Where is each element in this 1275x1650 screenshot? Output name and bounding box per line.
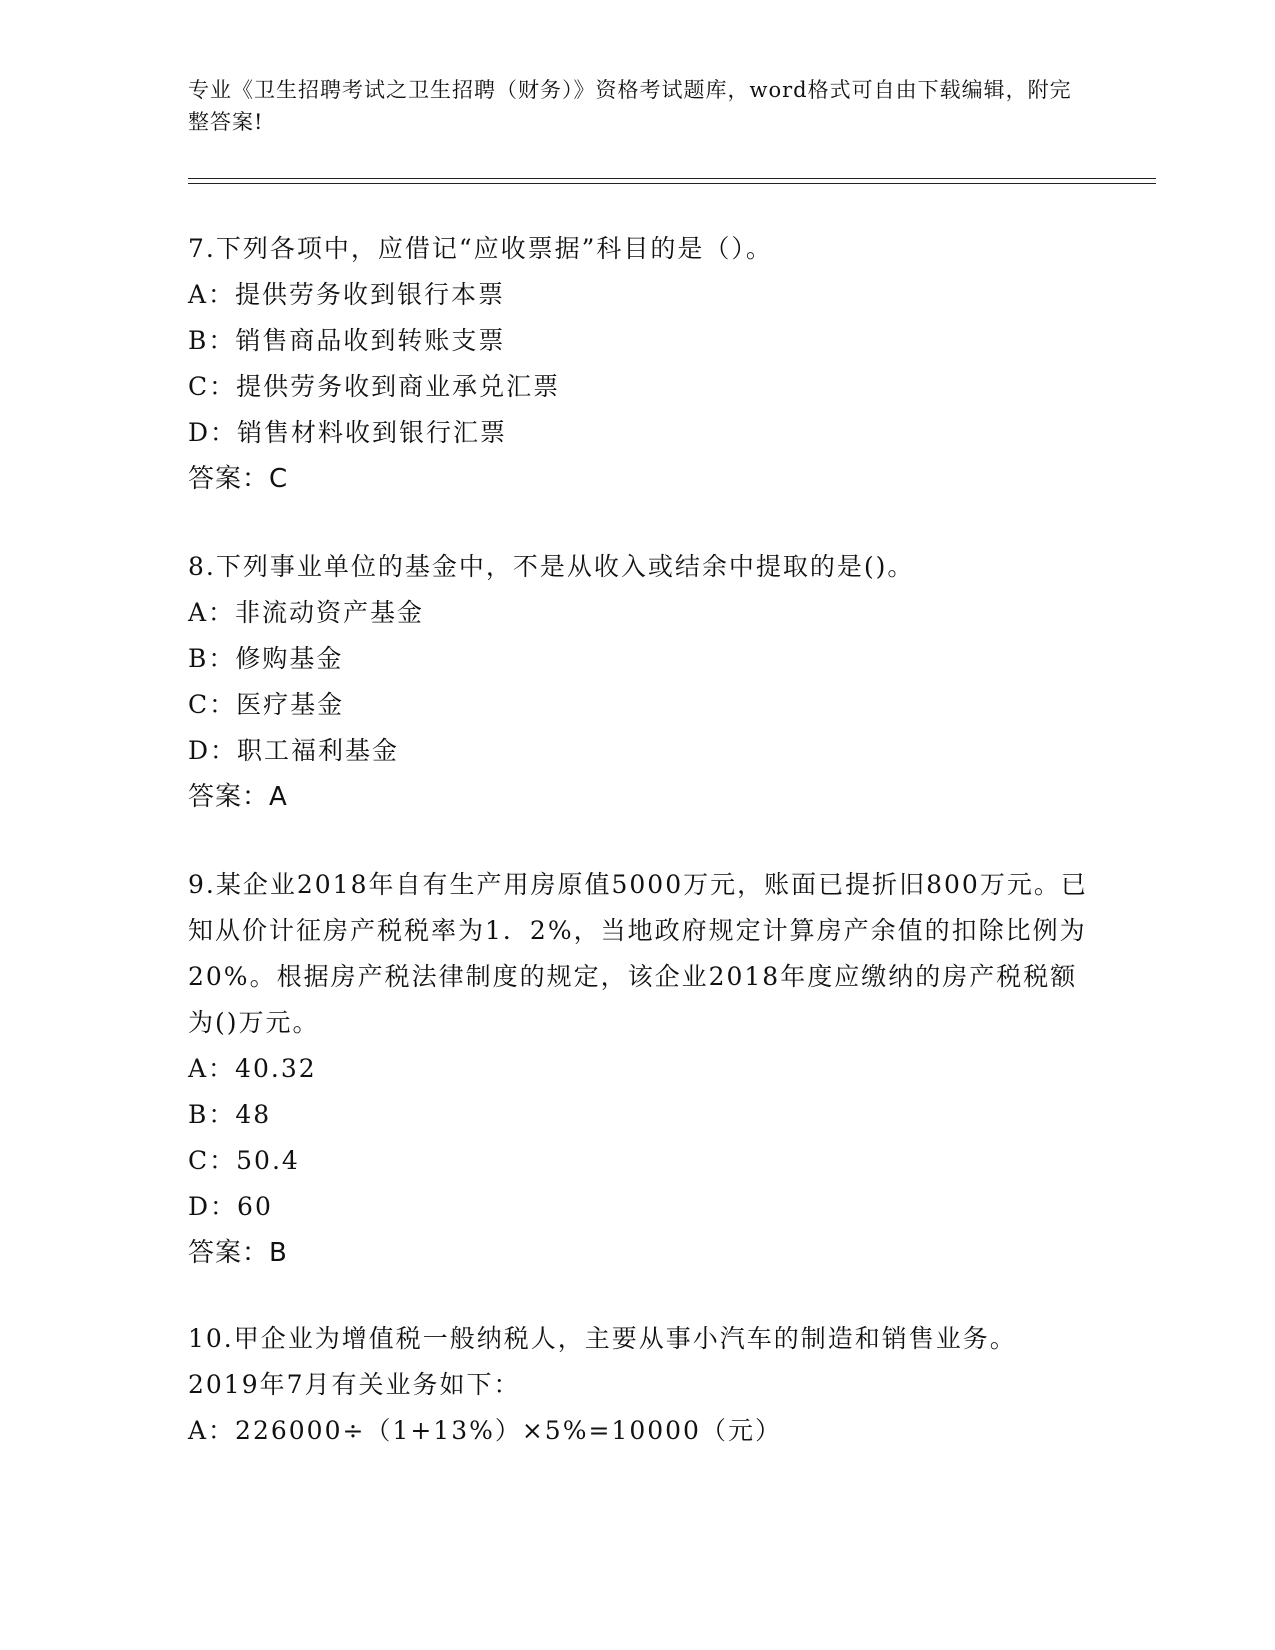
option-d: D：职工福利基金 xyxy=(188,736,400,765)
option-c: C：50.4 xyxy=(188,1146,300,1175)
option-c: C：提供劳务收到商业承兑汇票 xyxy=(188,372,561,401)
option-a: A：40.32 xyxy=(188,1054,317,1083)
option-b: B：48 xyxy=(188,1100,272,1129)
option-a: A：非流动资产基金 xyxy=(188,598,425,627)
option-d: D：60 xyxy=(188,1192,273,1221)
question-10 xyxy=(188,1316,1088,1454)
option-a: A：提供劳务收到银行本票 xyxy=(188,280,506,309)
option-b: B：销售商品收到转账支票 xyxy=(188,326,506,355)
question-stem: 8.下列事业单位的基金中，不是从收入或结余中提取的是()。 xyxy=(188,552,915,581)
header-divider-bottom xyxy=(188,183,1156,184)
answer: 答案：B xyxy=(188,1238,288,1268)
option-d: D：销售材料收到银行汇票 xyxy=(188,418,508,447)
question-stem: 9.某企业2018年自有生产用房原值5000万元，账面已提折旧800万元。已知从价计征房产税税率为1．2%，当地政府规定计算房产余值的扣除比例为20%。根据房产税法律制度的规定，该企业2018年度应缴纳的房产税税额为()万元。 xyxy=(188,870,1088,1037)
option-b: B：修购基金 xyxy=(188,644,344,673)
document-header xyxy=(188,74,1088,138)
option-a: A：226000÷（1+13%）×5%=10000（元） xyxy=(188,1416,782,1445)
question-8 xyxy=(188,544,1088,820)
header-intro-text: 专业《卫生招聘考试之卫生招聘（财务）》资格考试题库，word格式可自由下载编辑，附完整答案! xyxy=(188,78,1072,134)
answer: 答案：A xyxy=(188,782,288,812)
answer: 答案：C xyxy=(188,464,289,494)
header-divider-top xyxy=(188,178,1156,179)
question-7 xyxy=(188,226,1088,502)
question-stem: 10.甲企业为增值税一般纳税人，主要从事小汽车的制造和销售业务。2019年7月有关业务如下： xyxy=(188,1324,1017,1399)
question-9 xyxy=(188,862,1088,1276)
question-stem: 7.下列各项中，应借记“应收票据”科目的是（）。 xyxy=(188,234,773,263)
option-c: C：医疗基金 xyxy=(188,690,345,719)
